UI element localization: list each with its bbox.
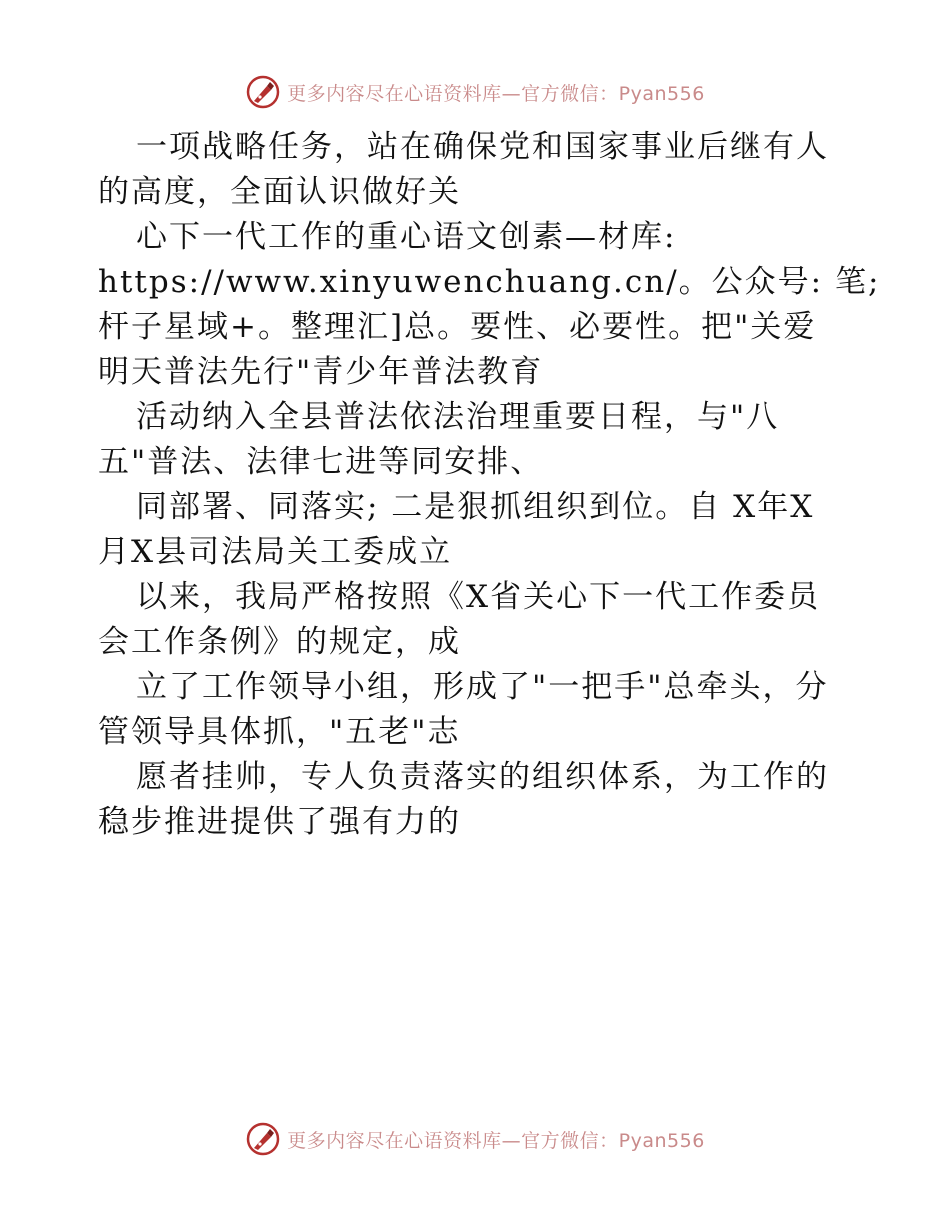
header-banner <box>0 70 950 114</box>
banner-text: 更多内容尽在心语资料库—官方微信：Pyan556 <box>287 1129 705 1152</box>
pen-nib-logo-icon <box>245 74 281 110</box>
text-line: 的高度，全面认识做好关 <box>98 174 461 210</box>
banner-text: 更多内容尽在心语资料库—官方微信：Pyan556 <box>287 82 705 105</box>
footer-banner <box>0 1117 950 1161</box>
text-line: 活动纳入全县普法依法治理重要日程，与"八 <box>136 399 780 435</box>
text-line: 同部署、同落实; 二是狠抓组织到位。自 X年X <box>136 489 815 525</box>
text-line: 愿者挂帅，专人负责落实的组织体系，为工作的 <box>136 759 829 795</box>
text-line: 立了工作领导小组，形成了"一把手"总牵头，分 <box>136 669 829 705</box>
text-line: 心下一代工作的重心语文创素—材库: <box>136 219 677 255</box>
text-line: 明天普法先行"青少年普法教育 <box>98 354 544 390</box>
text-line: 会工作条例》的规定，成 <box>98 624 461 660</box>
text-line: 一项战略任务，站在确保党和国家事业后继有人 <box>136 129 829 165</box>
text-line: 稳步推进提供了强有力的 <box>98 804 461 840</box>
pen-nib-logo-icon <box>245 1121 281 1157</box>
text-line: 管领导具体抓，"五老"志 <box>98 714 461 750</box>
document-body <box>98 125 881 845</box>
text-line: 月X县司法局关工委成立 <box>98 534 453 570</box>
text-line: 杆子星域+。整理汇]总。要性、必要性。把"关爱 <box>98 309 817 345</box>
text-line: 以来，我局严格按照《X省关心下一代工作委员 <box>136 579 821 615</box>
text-line: 五"普法、法律七进等同安排、 <box>98 444 544 480</box>
text-line: https://www.xinyuwenchuang.cn/。公众号: 笔; <box>98 264 881 300</box>
